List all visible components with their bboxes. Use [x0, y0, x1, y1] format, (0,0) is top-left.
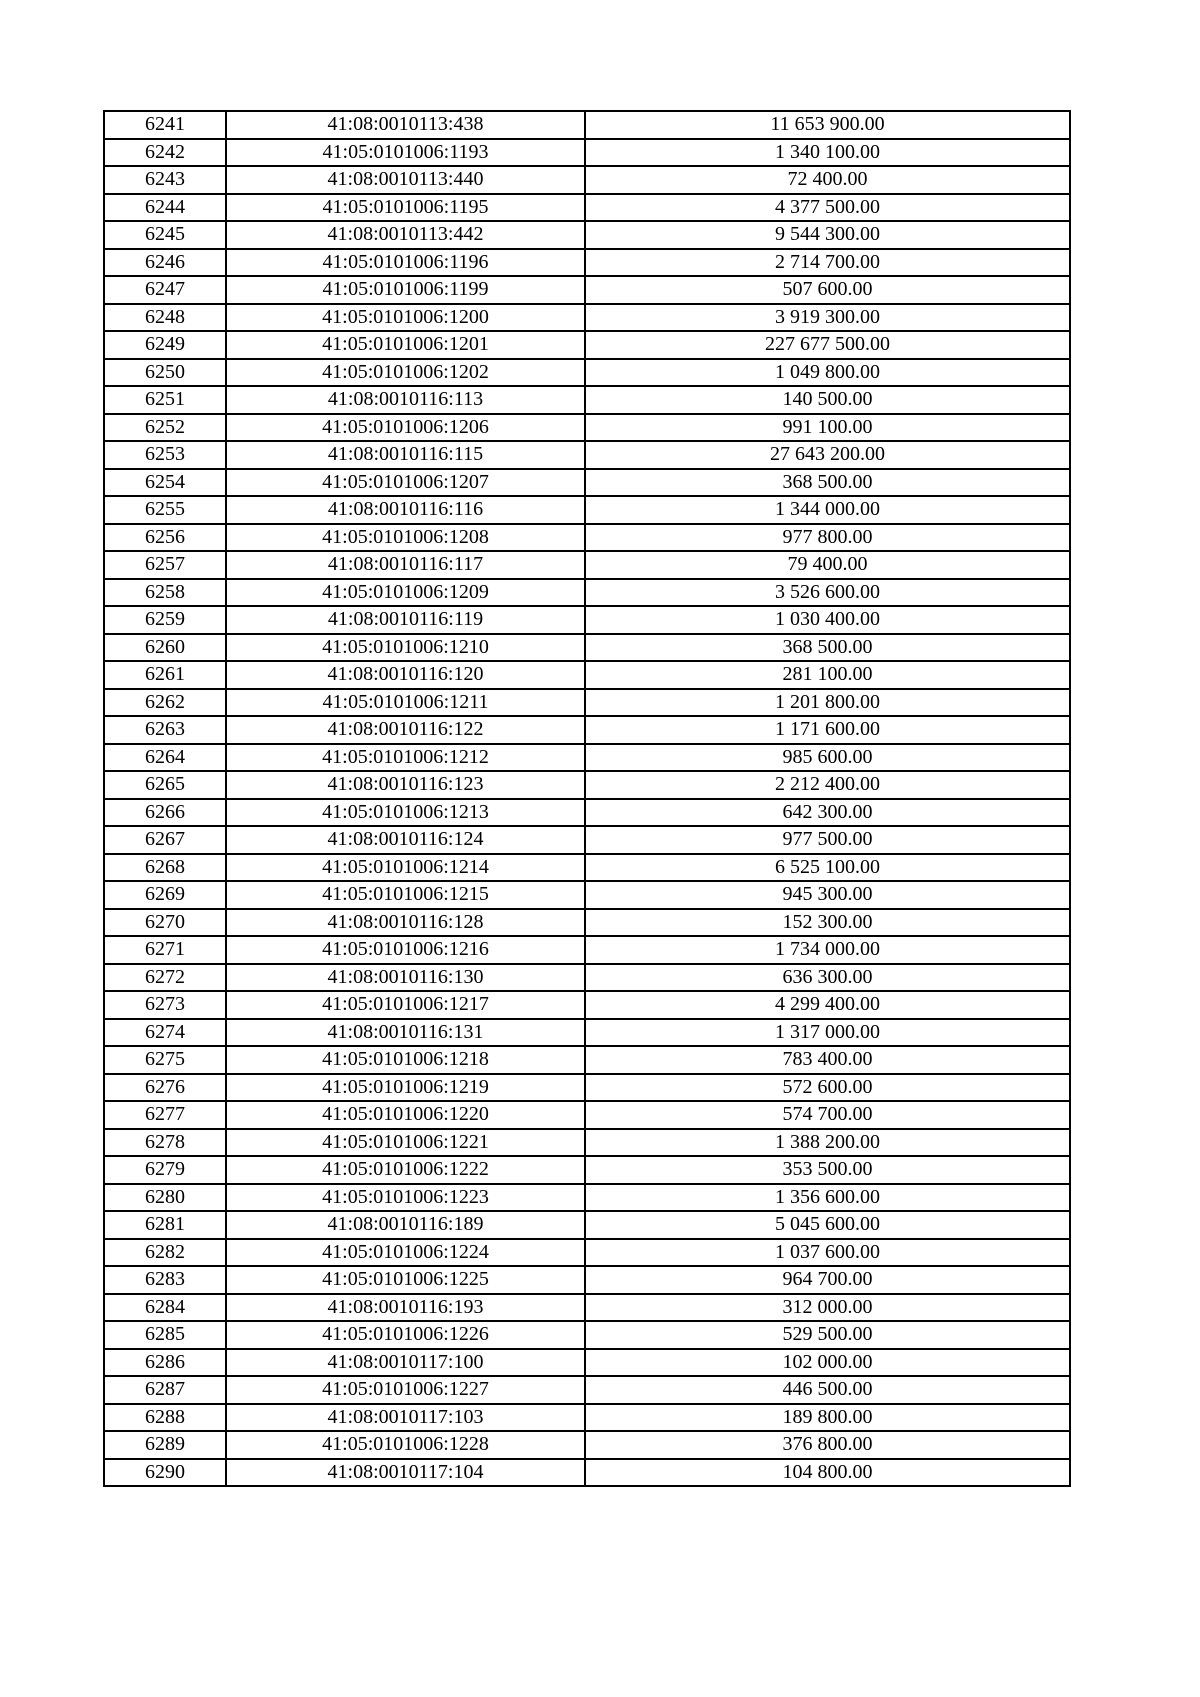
cadastral-number-cell: 41:05:0101006:1226 [226, 1321, 585, 1349]
cadastral-value-cell: 1 030 400.00 [585, 606, 1070, 634]
row-number-cell: 6287 [104, 1376, 226, 1404]
cadastral-number-cell: 41:05:0101006:1208 [226, 524, 585, 552]
table-row [104, 854, 1070, 882]
table-row [104, 991, 1070, 1019]
row-number-cell: 6258 [104, 579, 226, 607]
row-number-cell: 6267 [104, 826, 226, 854]
cadastral-number-cell: 41:05:0101006:1215 [226, 881, 585, 909]
row-number-cell: 6246 [104, 249, 226, 277]
cadastral-value-cell: 1 734 000.00 [585, 936, 1070, 964]
table-row [104, 909, 1070, 937]
table-row [104, 249, 1070, 277]
cadastral-value-cell: 446 500.00 [585, 1376, 1070, 1404]
cadastral-value-cell: 353 500.00 [585, 1156, 1070, 1184]
row-number-cell: 6282 [104, 1239, 226, 1267]
table-row [104, 881, 1070, 909]
cadastral-number-cell: 41:08:0010116:116 [226, 496, 585, 524]
cadastral-number-cell: 41:08:0010116:117 [226, 551, 585, 579]
cadastral-number-cell: 41:05:0101006:1206 [226, 414, 585, 442]
table-row [104, 551, 1070, 579]
table-row [104, 1376, 1070, 1404]
cadastral-value-cell: 189 800.00 [585, 1404, 1070, 1432]
row-number-cell: 6264 [104, 744, 226, 772]
row-number-cell: 6283 [104, 1266, 226, 1294]
table-row [104, 386, 1070, 414]
table-row [104, 689, 1070, 717]
table-row [104, 936, 1070, 964]
cadastral-value-cell: 312 000.00 [585, 1294, 1070, 1322]
table-row [104, 661, 1070, 689]
cadastral-value-cell: 977 800.00 [585, 524, 1070, 552]
row-number-cell: 6285 [104, 1321, 226, 1349]
cadastral-value-cell: 368 500.00 [585, 469, 1070, 497]
cadastral-number-cell: 41:05:0101006:1223 [226, 1184, 585, 1212]
row-number-cell: 6290 [104, 1459, 226, 1487]
table-row [104, 496, 1070, 524]
cadastral-value-cell: 281 100.00 [585, 661, 1070, 689]
table-row [104, 1046, 1070, 1074]
cadastral-value-cell: 964 700.00 [585, 1266, 1070, 1294]
cadastral-number-cell: 41:08:0010116:115 [226, 441, 585, 469]
table-row [104, 1074, 1070, 1102]
cadastral-number-cell: 41:05:0101006:1222 [226, 1156, 585, 1184]
row-number-cell: 6247 [104, 276, 226, 304]
row-number-cell: 6255 [104, 496, 226, 524]
row-number-cell: 6284 [104, 1294, 226, 1322]
row-number-cell: 6275 [104, 1046, 226, 1074]
cadastral-value-cell: 1 388 200.00 [585, 1129, 1070, 1157]
table-row [104, 964, 1070, 992]
table-row [104, 579, 1070, 607]
cadastral-value-cell: 1 344 000.00 [585, 496, 1070, 524]
cadastral-value-cell: 9 544 300.00 [585, 221, 1070, 249]
cadastral-value-cell: 4 299 400.00 [585, 991, 1070, 1019]
cadastral-value-cell: 3 526 600.00 [585, 579, 1070, 607]
cadastral-number-cell: 41:08:0010116:113 [226, 386, 585, 414]
cadastral-number-cell: 41:08:0010116:123 [226, 771, 585, 799]
cadastral-value-cell: 104 800.00 [585, 1459, 1070, 1487]
row-number-cell: 6281 [104, 1211, 226, 1239]
row-number-cell: 6280 [104, 1184, 226, 1212]
cadastral-value-cell: 72 400.00 [585, 166, 1070, 194]
table-row [104, 1294, 1070, 1322]
cadastral-number-cell: 41:05:0101006:1199 [226, 276, 585, 304]
cadastral-value-cell: 636 300.00 [585, 964, 1070, 992]
cadastral-value-cell: 1 049 800.00 [585, 359, 1070, 387]
cadastral-number-cell: 41:08:0010116:193 [226, 1294, 585, 1322]
table-row [104, 359, 1070, 387]
row-number-cell: 6276 [104, 1074, 226, 1102]
cadastral-number-cell: 41:08:0010113:438 [226, 111, 585, 139]
cadastral-number-cell: 41:05:0101006:1225 [226, 1266, 585, 1294]
cadastral-value-cell: 140 500.00 [585, 386, 1070, 414]
cadastral-value-cell: 368 500.00 [585, 634, 1070, 662]
row-number-cell: 6249 [104, 331, 226, 359]
cadastral-value-cell: 1 201 800.00 [585, 689, 1070, 717]
table-row [104, 1156, 1070, 1184]
cadastral-number-cell: 41:08:0010116:124 [226, 826, 585, 854]
cadastral-number-cell: 41:05:0101006:1195 [226, 194, 585, 222]
cadastral-value-cell: 1 171 600.00 [585, 716, 1070, 744]
table-row [104, 716, 1070, 744]
table-row [104, 1239, 1070, 1267]
cadastral-number-cell: 41:08:0010116:119 [226, 606, 585, 634]
cadastral-value-cell: 376 800.00 [585, 1431, 1070, 1459]
table-body [104, 111, 1070, 1486]
cadastral-value-cell: 102 000.00 [585, 1349, 1070, 1377]
cadastral-number-cell: 41:05:0101006:1207 [226, 469, 585, 497]
row-number-cell: 6260 [104, 634, 226, 662]
cadastral-number-cell: 41:08:0010116:131 [226, 1019, 585, 1047]
cadastral-value-cell: 27 643 200.00 [585, 441, 1070, 469]
row-number-cell: 6250 [104, 359, 226, 387]
cadastral-number-cell: 41:05:0101006:1217 [226, 991, 585, 1019]
table-row [104, 1184, 1070, 1212]
cadastral-number-cell: 41:08:0010116:120 [226, 661, 585, 689]
table-row [104, 744, 1070, 772]
cadastral-value-cell: 1 317 000.00 [585, 1019, 1070, 1047]
cadastral-number-cell: 41:05:0101006:1193 [226, 139, 585, 167]
table-row [104, 276, 1070, 304]
cadastral-value-cell: 11 653 900.00 [585, 111, 1070, 139]
cadastral-number-cell: 41:05:0101006:1228 [226, 1431, 585, 1459]
table-row [104, 1321, 1070, 1349]
cadastral-value-cell: 3 919 300.00 [585, 304, 1070, 332]
cadastral-value-cell: 79 400.00 [585, 551, 1070, 579]
row-number-cell: 6241 [104, 111, 226, 139]
cadastral-number-cell: 41:05:0101006:1210 [226, 634, 585, 662]
row-number-cell: 6265 [104, 771, 226, 799]
cadastral-value-cell: 642 300.00 [585, 799, 1070, 827]
cadastral-number-cell: 41:05:0101006:1218 [226, 1046, 585, 1074]
table-row [104, 414, 1070, 442]
cadastral-number-cell: 41:08:0010113:440 [226, 166, 585, 194]
cadastral-number-cell: 41:05:0101006:1219 [226, 1074, 585, 1102]
row-number-cell: 6269 [104, 881, 226, 909]
table-row [104, 1101, 1070, 1129]
cadastral-number-cell: 41:05:0101006:1201 [226, 331, 585, 359]
row-number-cell: 6248 [104, 304, 226, 332]
row-number-cell: 6259 [104, 606, 226, 634]
cadastral-value-cell: 4 377 500.00 [585, 194, 1070, 222]
row-number-cell: 6245 [104, 221, 226, 249]
cadastral-value-cell: 991 100.00 [585, 414, 1070, 442]
cadastral-value-cell: 507 600.00 [585, 276, 1070, 304]
cadastral-number-cell: 41:05:0101006:1221 [226, 1129, 585, 1157]
cadastral-number-cell: 41:05:0101006:1220 [226, 1101, 585, 1129]
row-number-cell: 6279 [104, 1156, 226, 1184]
row-number-cell: 6262 [104, 689, 226, 717]
row-number-cell: 6272 [104, 964, 226, 992]
cadastral-value-cell: 2 212 400.00 [585, 771, 1070, 799]
table-row [104, 304, 1070, 332]
table-row [104, 1211, 1070, 1239]
row-number-cell: 6251 [104, 386, 226, 414]
cadastral-number-cell: 41:08:0010117:104 [226, 1459, 585, 1487]
cadastral-value-cell: 152 300.00 [585, 909, 1070, 937]
table-row [104, 166, 1070, 194]
table-row [104, 331, 1070, 359]
cadastral-number-cell: 41:05:0101006:1202 [226, 359, 585, 387]
cadastral-number-cell: 41:05:0101006:1213 [226, 799, 585, 827]
table-row [104, 1431, 1070, 1459]
row-number-cell: 6288 [104, 1404, 226, 1432]
table-row [104, 524, 1070, 552]
row-number-cell: 6270 [104, 909, 226, 937]
table-row [104, 634, 1070, 662]
row-number-cell: 6268 [104, 854, 226, 882]
table-row [104, 441, 1070, 469]
cadastral-value-cell: 227 677 500.00 [585, 331, 1070, 359]
cadastral-number-cell: 41:05:0101006:1214 [226, 854, 585, 882]
cadastral-number-cell: 41:08:0010113:442 [226, 221, 585, 249]
row-number-cell: 6263 [104, 716, 226, 744]
cadastral-number-cell: 41:08:0010116:130 [226, 964, 585, 992]
cadastral-value-cell: 1 356 600.00 [585, 1184, 1070, 1212]
cadastral-number-cell: 41:08:0010116:122 [226, 716, 585, 744]
cadastral-value-cell: 6 525 100.00 [585, 854, 1070, 882]
table-row [104, 469, 1070, 497]
table-row [104, 111, 1070, 139]
cadastral-value-cell: 783 400.00 [585, 1046, 1070, 1074]
row-number-cell: 6273 [104, 991, 226, 1019]
row-number-cell: 6274 [104, 1019, 226, 1047]
cadastral-number-cell: 41:05:0101006:1196 [226, 249, 585, 277]
row-number-cell: 6257 [104, 551, 226, 579]
row-number-cell: 6253 [104, 441, 226, 469]
cadastral-number-cell: 41:05:0101006:1212 [226, 744, 585, 772]
table-row [104, 826, 1070, 854]
table-row [104, 1349, 1070, 1377]
table-row [104, 1459, 1070, 1487]
cadastral-value-cell: 529 500.00 [585, 1321, 1070, 1349]
table-row [104, 771, 1070, 799]
row-number-cell: 6289 [104, 1431, 226, 1459]
row-number-cell: 6244 [104, 194, 226, 222]
cadastral-number-cell: 41:05:0101006:1209 [226, 579, 585, 607]
cadastral-number-cell: 41:08:0010117:103 [226, 1404, 585, 1432]
row-number-cell: 6271 [104, 936, 226, 964]
cadastral-number-cell: 41:05:0101006:1216 [226, 936, 585, 964]
cadastral-value-table [103, 110, 1071, 1487]
row-number-cell: 6277 [104, 1101, 226, 1129]
row-number-cell: 6256 [104, 524, 226, 552]
row-number-cell: 6242 [104, 139, 226, 167]
table-row [104, 799, 1070, 827]
cadastral-value-cell: 572 600.00 [585, 1074, 1070, 1102]
cadastral-value-cell: 1 037 600.00 [585, 1239, 1070, 1267]
cadastral-value-cell: 5 045 600.00 [585, 1211, 1070, 1239]
table-row [104, 194, 1070, 222]
table-row [104, 606, 1070, 634]
table-row [104, 1266, 1070, 1294]
row-number-cell: 6243 [104, 166, 226, 194]
row-number-cell: 6266 [104, 799, 226, 827]
row-number-cell: 6278 [104, 1129, 226, 1157]
cadastral-value-cell: 945 300.00 [585, 881, 1070, 909]
cadastral-number-cell: 41:08:0010117:100 [226, 1349, 585, 1377]
cadastral-value-cell: 1 340 100.00 [585, 139, 1070, 167]
cadastral-number-cell: 41:05:0101006:1227 [226, 1376, 585, 1404]
table-row [104, 1404, 1070, 1432]
cadastral-number-cell: 41:05:0101006:1224 [226, 1239, 585, 1267]
cadastral-value-cell: 574 700.00 [585, 1101, 1070, 1129]
table-row [104, 221, 1070, 249]
row-number-cell: 6254 [104, 469, 226, 497]
table-row [104, 139, 1070, 167]
row-number-cell: 6286 [104, 1349, 226, 1377]
row-number-cell: 6261 [104, 661, 226, 689]
cadastral-number-cell: 41:08:0010116:128 [226, 909, 585, 937]
cadastral-number-cell: 41:05:0101006:1211 [226, 689, 585, 717]
row-number-cell: 6252 [104, 414, 226, 442]
table-row [104, 1129, 1070, 1157]
table-row [104, 1019, 1070, 1047]
cadastral-value-cell: 977 500.00 [585, 826, 1070, 854]
cadastral-value-cell: 985 600.00 [585, 744, 1070, 772]
cadastral-number-cell: 41:05:0101006:1200 [226, 304, 585, 332]
cadastral-number-cell: 41:08:0010116:189 [226, 1211, 585, 1239]
cadastral-value-cell: 2 714 700.00 [585, 249, 1070, 277]
